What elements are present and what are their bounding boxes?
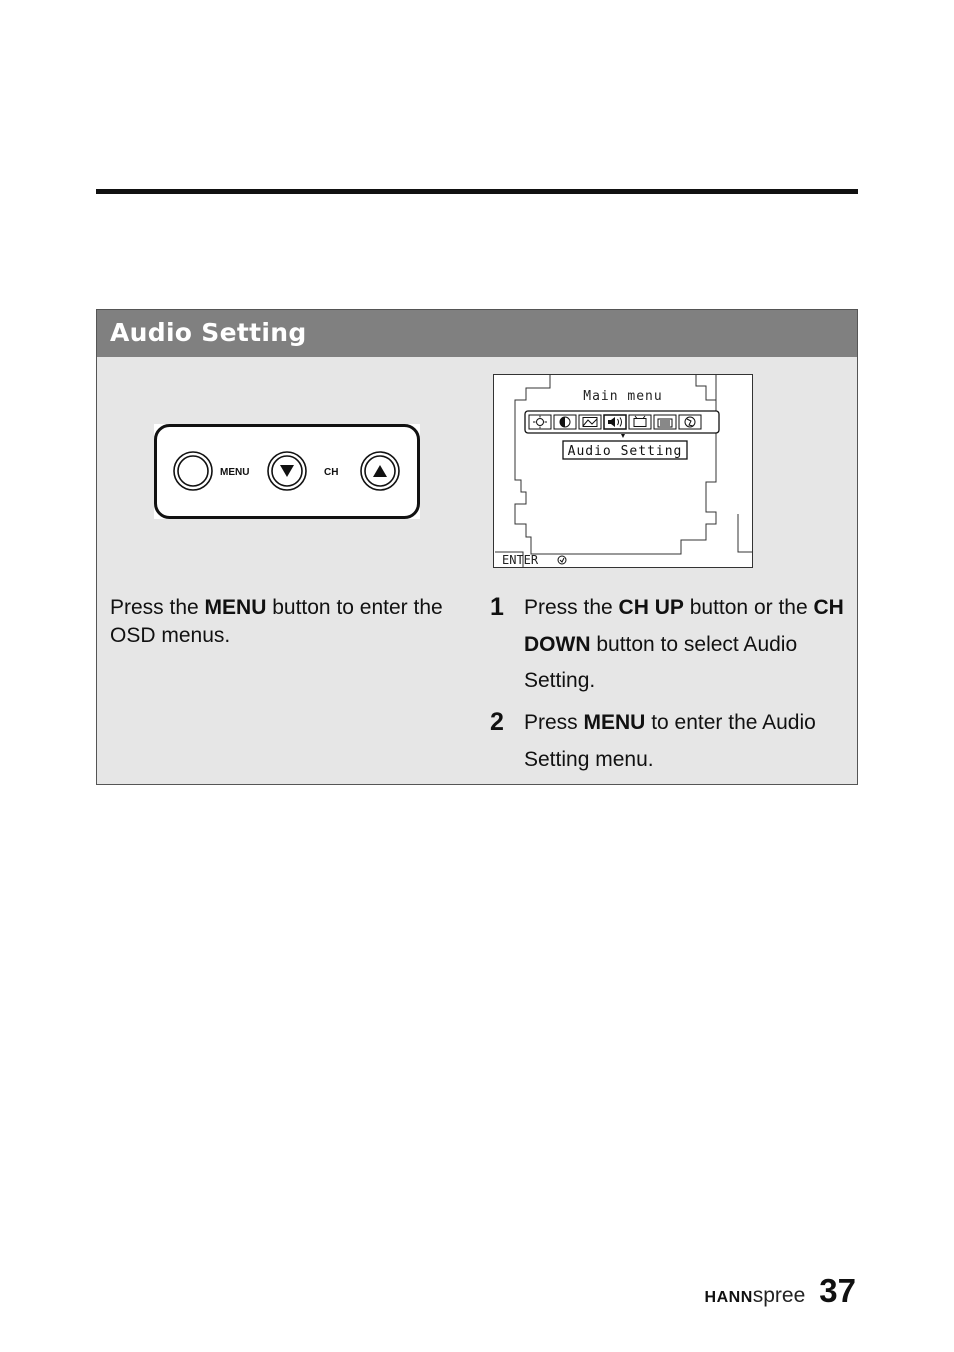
ch-down-button-icon [268, 452, 306, 490]
step-1-text: Press the CH UP button or the CH DOWN button to select Audio Setting. [524, 596, 844, 692]
step-1-number: 1 [490, 593, 504, 621]
osd-contrast-icon [554, 415, 576, 429]
osd-picture-icon [529, 415, 551, 429]
section-title: Audio Setting [97, 310, 857, 357]
osd-audio-icon [604, 415, 626, 429]
brand-logo-bold: HANN [704, 1289, 753, 1306]
audio-setting-panel [96, 309, 858, 785]
top-rule [96, 189, 858, 194]
menu-keyword: MENU [583, 711, 646, 734]
ch-button-label: CH [324, 467, 339, 478]
osd-main-menu-illustration [493, 374, 753, 568]
osd-image-icon [579, 415, 601, 429]
osd-title: Main menu [583, 389, 663, 404]
page-footer [705, 1272, 856, 1310]
ch-up-keyword: CH UP [618, 596, 684, 619]
step-2-text: Press MENU to enter the Audio Setting menu. [524, 711, 816, 771]
osd-selected-item: Audio Setting [567, 444, 683, 459]
osd-tv-icon [629, 415, 651, 429]
osd-language-icon [679, 415, 701, 429]
osd-enter-label: ENTER [502, 553, 539, 567]
osd-setup-icon [654, 415, 676, 429]
ch-up-button-icon [361, 452, 399, 490]
remote-control-illustration [154, 424, 420, 519]
menu-button-icon [174, 452, 212, 490]
menu-keyword: MENU [204, 596, 267, 619]
menu-instruction: Press the MENU button to enter the OSD menus. [110, 596, 443, 647]
page-number: 37 [819, 1272, 856, 1309]
step-2-number: 2 [490, 708, 504, 736]
ch-down-keyword: CH DOWN [524, 596, 844, 656]
brand-logo-light: spree [752, 1284, 806, 1307]
menu-button-label: MENU [220, 467, 250, 478]
